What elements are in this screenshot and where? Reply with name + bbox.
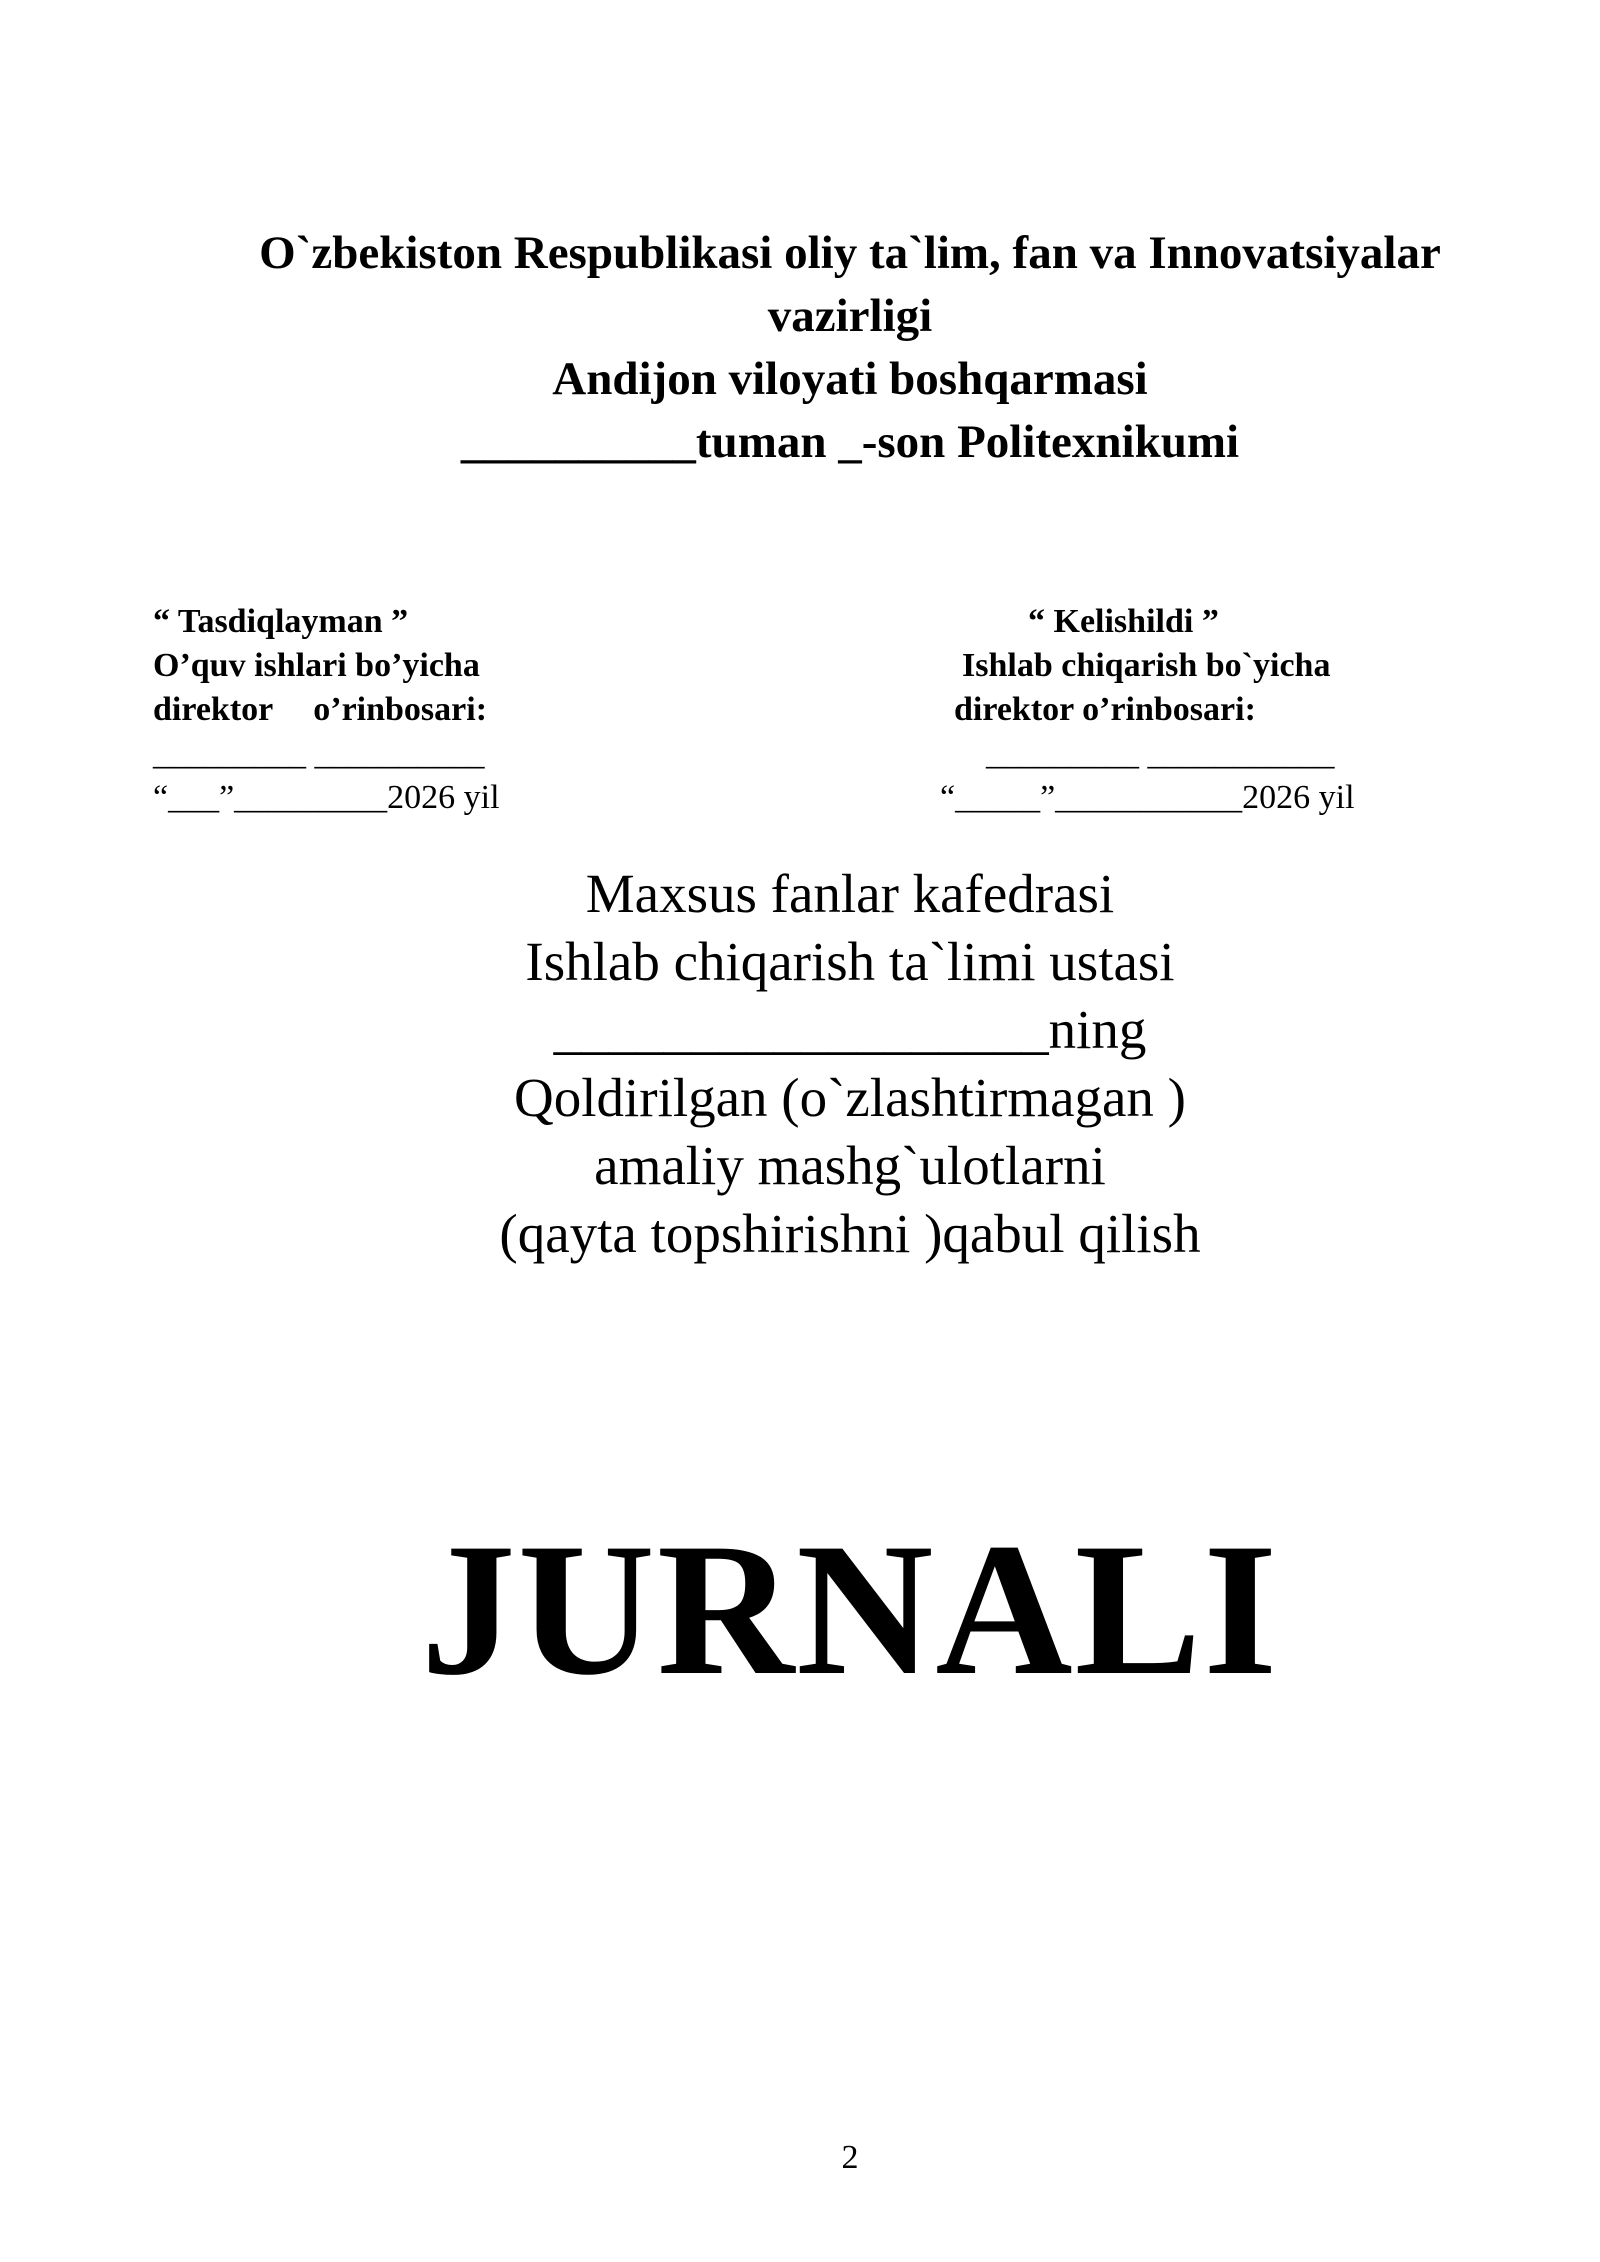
approval-role-line2 [153, 688, 500, 732]
approval-block-right [940, 600, 1355, 820]
department-name: Maxsus fanlar kafedrasi [585, 863, 1115, 924]
approval-role-line1: O’quv ishlari bo’yicha [153, 647, 480, 684]
master-name-blank: __________________ning [553, 999, 1147, 1060]
description-line5: amaliy mashg`ulotlarni [594, 1135, 1106, 1196]
description-line4: Qoldirilgan (o`zlashtirmagan ) [513, 1067, 1186, 1128]
agreement-role-line2: direktor o’rinbosari: [954, 691, 1256, 728]
agreement-quote-kelishildi: “ Kelishildi ” [1028, 603, 1219, 640]
agreement-date-line: “_____”___________2026 yil [940, 779, 1355, 816]
approval-role-line2-a: direktor [153, 691, 274, 728]
approval-date-line: “___”_________2026 yil [153, 779, 500, 816]
agreement-signature-line: _________ ___________ [986, 735, 1335, 772]
ministry-name-line2: vazirligi [767, 290, 933, 342]
description-line6: (qayta topshirishni )qabul qilish [499, 1203, 1201, 1264]
page-number: 2 [841, 2139, 859, 2176]
approval-quote-tasdiqlayman: “ Tasdiqlayman ” [153, 603, 409, 640]
approval-block-left [153, 600, 500, 820]
journal-description [200, 860, 1500, 1268]
polytechnic-name: __________tuman _-son Politexnikumi [460, 416, 1240, 468]
document-header [160, 222, 1540, 474]
approval-role-line2-b: o’rinbosari: [313, 691, 488, 728]
region-administration: Andijon viloyati boshqarmasi [552, 353, 1148, 405]
master-title: Ishlab chiqarish ta`limi ustasi [525, 931, 1175, 992]
journal-title: JURNALI [420, 1505, 1280, 1715]
agreement-role-line1: Ishlab chiqarish bo`yicha [962, 647, 1331, 684]
ministry-name-line1: O`zbekiston Respublikasi oliy ta`lim, fan va Innovatsiyalar [259, 227, 1441, 279]
approval-signature-line: _________ __________ [153, 735, 485, 772]
